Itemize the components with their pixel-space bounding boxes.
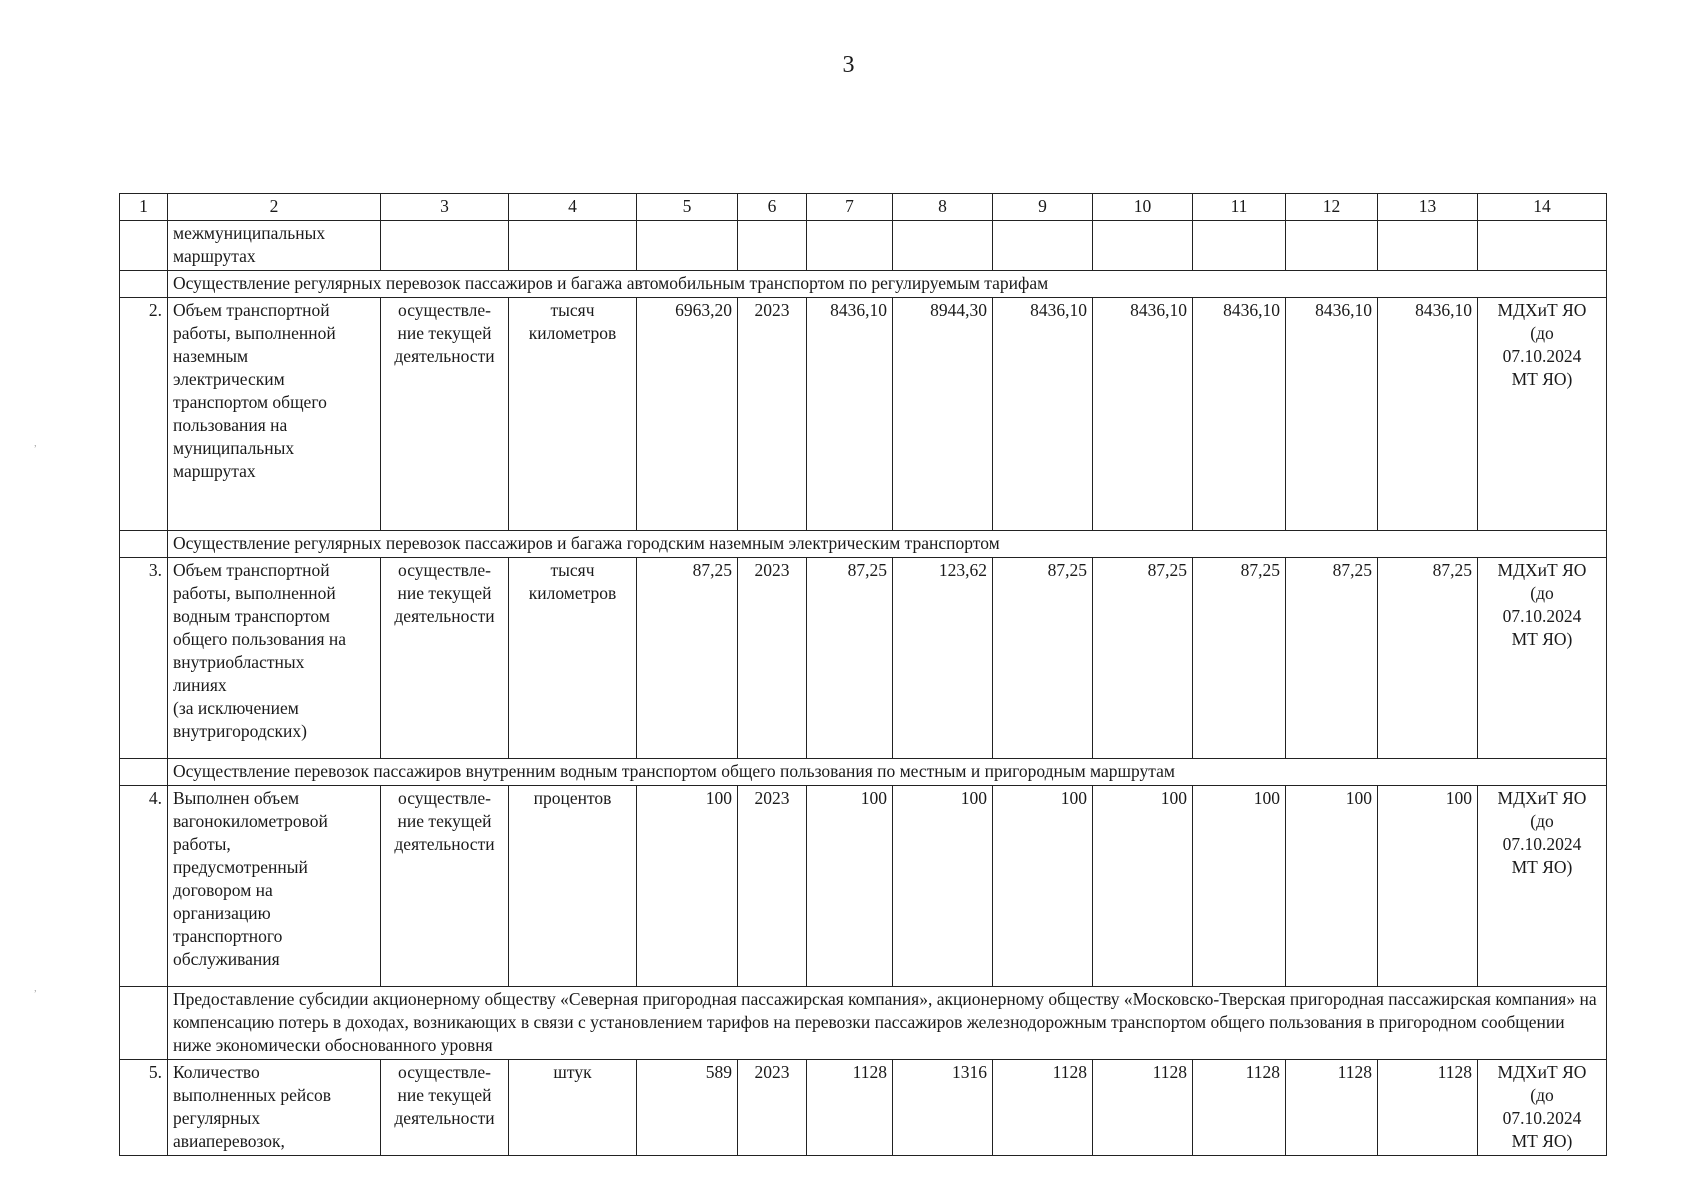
unit-line: тысяч <box>550 560 595 580</box>
column-number-12: 12 <box>1286 194 1378 221</box>
indicator-type-line: осуществле- <box>398 1062 491 1082</box>
unit-of-measure <box>509 1060 637 1156</box>
indicator-name-line: работы, выполненной <box>173 583 336 603</box>
value-12: 100 <box>1286 786 1378 987</box>
value-8: 1316 <box>893 1060 993 1156</box>
section-row <box>120 759 1607 786</box>
base-year: 2023 <box>738 298 807 531</box>
value-13: 1128 <box>1378 1060 1478 1156</box>
empty-cell <box>1093 221 1193 271</box>
indicator-name-line: внутригородских) <box>173 721 307 741</box>
indicator-type-line: ние текущей <box>397 811 492 831</box>
column-number-14: 14 <box>1478 194 1607 221</box>
empty-cell <box>893 221 993 271</box>
responsible-line: МТ ЯО) <box>1511 369 1573 389</box>
scan-artifact: , <box>34 982 37 994</box>
scan-artifact: , <box>34 437 37 449</box>
row-number: 4. <box>120 786 168 987</box>
responsible <box>1478 558 1607 759</box>
responsible-line: 07.10.2024 <box>1502 346 1582 366</box>
base-value: 6963,20 <box>637 298 738 531</box>
responsible-line: 07.10.2024 <box>1502 606 1582 626</box>
column-number-5: 5 <box>637 194 738 221</box>
indicator-name-line: транспортного <box>173 926 283 946</box>
indicator-name-line: линиях <box>173 675 227 695</box>
base-value: 87,25 <box>637 558 738 759</box>
responsible-line: (до <box>1530 811 1554 831</box>
value-8: 100 <box>893 786 993 987</box>
base-year: 2023 <box>738 786 807 987</box>
base-year: 2023 <box>738 558 807 759</box>
responsible <box>1478 1060 1607 1156</box>
indicator-name <box>168 298 381 531</box>
unit-line: тысяч <box>550 300 595 320</box>
indicator-name-line: регулярных <box>173 1108 261 1128</box>
column-number-4: 4 <box>509 194 637 221</box>
section-title: Осуществление регулярных перевозок пассажиров и багажа городским наземным электрическим транспортом <box>168 531 1607 558</box>
value-11: 87,25 <box>1193 558 1286 759</box>
indicator-name-line: пользования на <box>173 415 288 435</box>
indicator-row <box>120 786 1607 987</box>
indicator-type-line: ние текущей <box>397 1085 492 1105</box>
indicator-name-line: вагонокилометровой <box>173 811 328 831</box>
base-value: 589 <box>637 1060 738 1156</box>
responsible-line: МТ ЯО) <box>1511 857 1573 877</box>
indicator-name-line: работы, выполненной <box>173 323 336 343</box>
value-12: 87,25 <box>1286 558 1378 759</box>
value-9: 1128 <box>993 1060 1093 1156</box>
indicator-name-line: наземным <box>173 346 249 366</box>
responsible <box>1478 786 1607 987</box>
empty-cell <box>807 221 893 271</box>
indicator-name-line: (за исключением <box>173 698 299 718</box>
indicator-name-line: транспортом общего <box>173 392 327 412</box>
indicator-type <box>381 1060 509 1156</box>
row-number-cell <box>120 271 168 298</box>
indicator-row <box>120 298 1607 531</box>
section-title: Предоставление субсидии акционерному обществу «Северная пригородная пассажирская компания», акционерному обществу «Московско-Тверская пригородная пассажирская компания» на компенсацию потерь в доходах, возникающих в связи с установлением тарифов на перевозки пассажиров железнодорожным транспортом общего пользования в пригородном сообщении ниже экономически обоснованного уровня <box>168 987 1607 1060</box>
indicator-type <box>381 558 509 759</box>
responsible-line: МДХиТ ЯО <box>1497 300 1587 320</box>
column-number-header-row <box>120 194 1607 221</box>
value-12: 8436,10 <box>1286 298 1378 531</box>
row-number: 5. <box>120 1060 168 1156</box>
base-year: 2023 <box>738 1060 807 1156</box>
responsible-line: МТ ЯО) <box>1511 629 1573 649</box>
value-9: 8436,10 <box>993 298 1093 531</box>
indicator-name <box>168 1060 381 1156</box>
section-row <box>120 271 1607 298</box>
indicator-type <box>381 298 509 531</box>
row-number-cell <box>120 759 168 786</box>
indicator-name-line: Выполнен объем <box>173 788 300 808</box>
responsible <box>1478 298 1607 531</box>
continuation-row <box>120 221 1607 271</box>
unit-line: километров <box>528 583 617 603</box>
section-title: Осуществление перевозок пассажиров внутренним водным транспортом общего пользования по местным и пригородным маршрутам <box>168 759 1607 786</box>
empty-cell <box>381 221 509 271</box>
indicator-name <box>168 786 381 987</box>
row-number-cell <box>120 531 168 558</box>
empty-cell <box>738 221 807 271</box>
indicator-type-line: деятельности <box>394 834 495 854</box>
value-10: 100 <box>1093 786 1193 987</box>
value-7: 100 <box>807 786 893 987</box>
indicator-row <box>120 558 1607 759</box>
row-number: 2. <box>120 298 168 531</box>
section-row <box>120 531 1607 558</box>
column-number-8: 8 <box>893 194 993 221</box>
continuation-text-line: маршрутах <box>173 246 256 266</box>
indicator-name-line: общего пользования на <box>173 629 347 649</box>
indicator-name-line: предусмотренный <box>173 857 308 877</box>
responsible-line: МДХиТ ЯО <box>1497 788 1587 808</box>
indicator-name-line: Объем транспортной <box>173 560 330 580</box>
value-7: 8436,10 <box>807 298 893 531</box>
indicator-name-line: Объем транспортной <box>173 300 330 320</box>
value-10: 8436,10 <box>1093 298 1193 531</box>
indicator-name-cell <box>168 221 381 271</box>
value-10: 87,25 <box>1093 558 1193 759</box>
unit-line: штук <box>553 1062 592 1082</box>
empty-cell <box>1193 221 1286 271</box>
indicator-type-line: деятельности <box>394 346 495 366</box>
indicator-name-line: авиаперевозок, <box>173 1131 285 1151</box>
indicator-name-line: муниципальных <box>173 438 295 458</box>
indicator-type-line: осуществле- <box>398 560 491 580</box>
column-number-6: 6 <box>738 194 807 221</box>
column-number-2: 2 <box>168 194 381 221</box>
column-number-3: 3 <box>381 194 509 221</box>
empty-cell <box>509 221 637 271</box>
value-10: 1128 <box>1093 1060 1193 1156</box>
responsible-line: МДХиТ ЯО <box>1497 1062 1587 1082</box>
responsible-line: 07.10.2024 <box>1502 834 1582 854</box>
responsible-line: МДХиТ ЯО <box>1497 560 1587 580</box>
indicator-type <box>381 786 509 987</box>
value-7: 1128 <box>807 1060 893 1156</box>
indicator-type-line: ние текущей <box>397 323 492 343</box>
value-13: 100 <box>1378 786 1478 987</box>
column-number-1: 1 <box>120 194 168 221</box>
indicator-name-line: выполненных рейсов <box>173 1085 332 1105</box>
indicator-type-line: осуществле- <box>398 788 491 808</box>
section-title: Осуществление регулярных перевозок пассажиров и багажа автомобильным транспортом по регулируемым тарифам <box>168 271 1607 298</box>
value-12: 1128 <box>1286 1060 1378 1156</box>
indicator-type-line: осуществле- <box>398 300 491 320</box>
value-11: 8436,10 <box>1193 298 1286 531</box>
value-9: 87,25 <box>993 558 1093 759</box>
empty-cell <box>637 221 738 271</box>
responsible-line: (до <box>1530 1085 1554 1105</box>
indicator-name-line: водным транспортом <box>173 606 330 626</box>
unit-of-measure <box>509 786 637 987</box>
value-8: 8944,30 <box>893 298 993 531</box>
base-value: 100 <box>637 786 738 987</box>
value-8: 123,62 <box>893 558 993 759</box>
value-13: 87,25 <box>1378 558 1478 759</box>
responsible-line: 07.10.2024 <box>1502 1108 1582 1128</box>
indicator-name-line: договором на <box>173 880 273 900</box>
indicator-name-line: электрическим <box>173 369 285 389</box>
unit-line: процентов <box>533 788 612 808</box>
column-number-10: 10 <box>1093 194 1193 221</box>
unit-of-measure <box>509 298 637 531</box>
continuation-text-line: межмуниципальных <box>173 223 326 243</box>
responsible-line: (до <box>1530 323 1554 343</box>
value-7: 87,25 <box>807 558 893 759</box>
column-number-13: 13 <box>1378 194 1478 221</box>
indicator-name-line: обслуживания <box>173 949 280 969</box>
unit-line: километров <box>528 323 617 343</box>
empty-cell <box>1286 221 1378 271</box>
empty-cell <box>1378 221 1478 271</box>
indicator-name-line: маршрутах <box>173 461 256 481</box>
unit-of-measure <box>509 558 637 759</box>
indicator-type-line: деятельности <box>394 606 495 626</box>
indicators-table <box>119 193 1607 1156</box>
row-number-cell <box>120 987 168 1060</box>
row-number: 3. <box>120 558 168 759</box>
section-row <box>120 987 1607 1060</box>
indicator-name-line: внутриобластных <box>173 652 305 672</box>
value-13: 8436,10 <box>1378 298 1478 531</box>
value-9: 100 <box>993 786 1093 987</box>
indicator-row <box>120 1060 1607 1156</box>
column-number-9: 9 <box>993 194 1093 221</box>
indicator-name-line: работы, <box>173 834 231 854</box>
indicator-type-line: ние текущей <box>397 583 492 603</box>
column-number-7: 7 <box>807 194 893 221</box>
indicator-type-line: деятельности <box>394 1108 495 1128</box>
responsible-line: МТ ЯО) <box>1511 1131 1573 1151</box>
responsible-line: (до <box>1530 583 1554 603</box>
value-11: 1128 <box>1193 1060 1286 1156</box>
value-11: 100 <box>1193 786 1286 987</box>
indicator-name-line: Количество <box>173 1062 260 1082</box>
empty-cell <box>993 221 1093 271</box>
indicator-name <box>168 558 381 759</box>
page-number: 3 <box>842 52 855 78</box>
row-number-cell <box>120 221 168 271</box>
indicator-name-line: организацию <box>173 903 271 923</box>
column-number-11: 11 <box>1193 194 1286 221</box>
empty-cell <box>1478 221 1607 271</box>
